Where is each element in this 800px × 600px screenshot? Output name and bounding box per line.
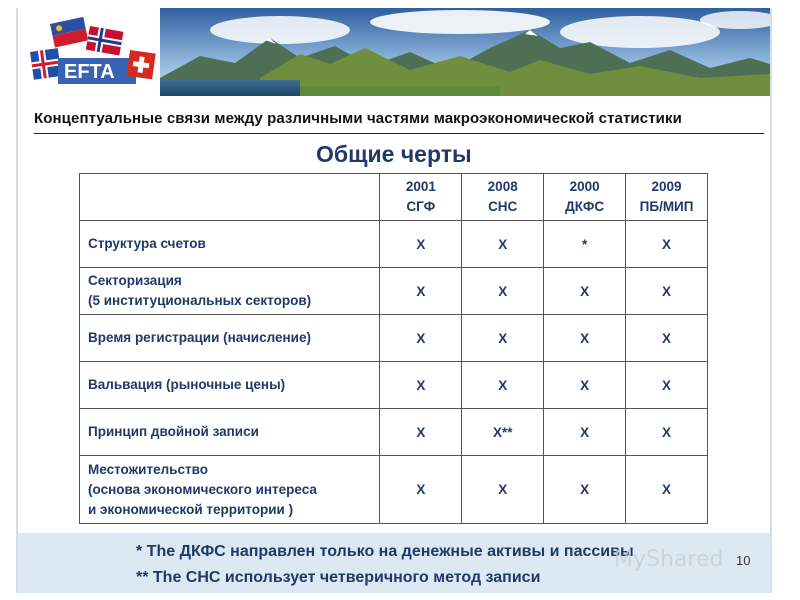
mark-cell: *: [544, 221, 626, 268]
mark-cell: X: [380, 268, 462, 315]
slide-title: Общие черты: [316, 141, 472, 167]
mark-cell: X: [380, 409, 462, 456]
column-name: СНС: [488, 199, 518, 214]
footnote: * The ДКФС направлен только на денежные активы и пассивы: [136, 543, 634, 560]
mark-cell: X: [544, 409, 626, 456]
column-name: ДКФС: [565, 199, 605, 214]
logo-area: [18, 8, 160, 96]
row-label-line: и экономической территории ): [88, 501, 294, 517]
mark-cell: X: [626, 221, 708, 268]
logo-text: EFTA: [64, 61, 115, 83]
mark-cell: X: [462, 362, 544, 409]
mark-cell: X: [380, 315, 462, 362]
mark-cell: X: [380, 221, 462, 268]
mark-cell: X: [544, 456, 626, 524]
row-label-line: Местожительство: [88, 461, 208, 477]
mark-cell: X: [626, 315, 708, 362]
mark-cell: X**: [462, 409, 544, 456]
column-header: [544, 174, 626, 221]
row-label-line: Вальвация (рыночные цены): [88, 377, 286, 392]
column-name: ПБ/МИП: [639, 199, 694, 214]
row-label: [80, 315, 380, 362]
row-label-line: Структура счетов: [88, 236, 206, 251]
row-label: [80, 221, 380, 268]
mark-cell: X: [462, 456, 544, 524]
mark-cell: X: [380, 456, 462, 524]
comparison-table: [79, 173, 708, 524]
row-label-line: (основа экономического интереса: [88, 481, 317, 497]
mark-cell: X: [544, 362, 626, 409]
mark-cell: X: [626, 456, 708, 524]
table-corner-cell: [80, 174, 380, 221]
row-label: [80, 456, 380, 524]
mark-cell: X: [544, 268, 626, 315]
column-header: [380, 174, 462, 221]
column-year: 2008: [487, 179, 518, 194]
mark-cell: X: [626, 409, 708, 456]
frame-right-border: [770, 8, 772, 593]
column-year: 2009: [651, 179, 682, 194]
subtitle-divider: [34, 133, 764, 134]
table-row: [80, 409, 708, 456]
row-label-line: (5 институциональных секторов): [88, 293, 312, 308]
column-header: [462, 174, 544, 221]
footnote: ** The СНС использует четверичного метод записи: [136, 569, 541, 586]
watermark-text: MyShared: [614, 547, 724, 572]
mark-cell: X: [462, 268, 544, 315]
mark-cell: X: [462, 315, 544, 362]
column-name: СГФ: [406, 199, 436, 214]
table-row: [80, 315, 708, 362]
row-label-line: Время регистрации (начисление): [88, 330, 311, 345]
table-row: [80, 456, 708, 524]
table-row: [80, 221, 708, 268]
mark-cell: X: [462, 221, 544, 268]
column-header: [626, 174, 708, 221]
row-label: [80, 362, 380, 409]
mountain-landscape-image: [160, 8, 770, 96]
column-year: 2000: [569, 179, 600, 194]
table-header-row: [80, 174, 708, 221]
mark-cell: X: [626, 362, 708, 409]
row-label: [80, 268, 380, 315]
column-year: 2001: [405, 179, 436, 194]
slide-subtitle: Концептуальные связи между различными частями макроэкономической статистики: [34, 110, 682, 127]
page-number: 10: [736, 553, 751, 568]
mark-cell: X: [544, 315, 626, 362]
table-row: [80, 362, 708, 409]
mark-cell: X: [626, 268, 708, 315]
row-label-line: Принцип двойной записи: [88, 424, 259, 439]
row-label-line: Секторизация: [88, 273, 182, 288]
mark-cell: X: [380, 362, 462, 409]
efta-flags-logo-icon: [18, 8, 160, 96]
table-row: [80, 268, 708, 315]
row-label: [80, 409, 380, 456]
